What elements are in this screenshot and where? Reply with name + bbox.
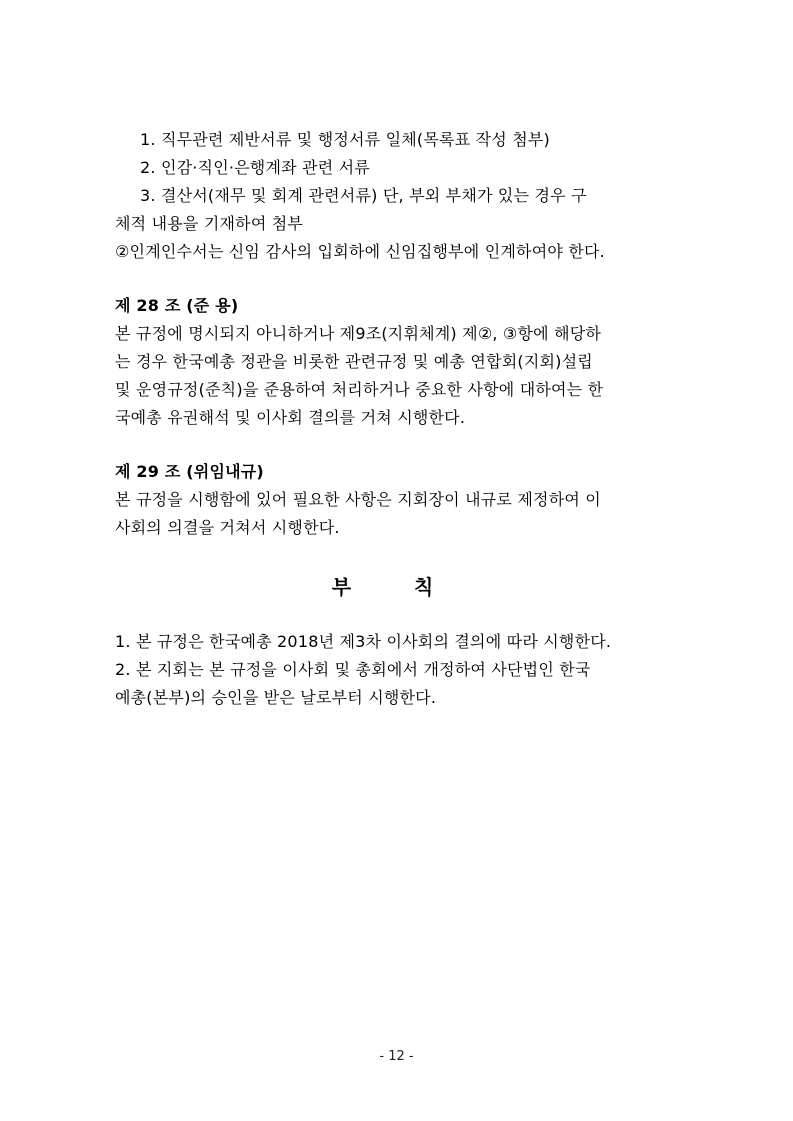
clause-2-paragraph: ②인계인수서는 신임 감사의 입회하에 신임집행부에 인계하여야 한다. [115,242,605,261]
article-28-line: 국예총 유권해석 및 이사회 결의를 거쳐 시행한다. [115,408,466,427]
article-29-heading: 제 29 조 (위임내규) [115,462,264,481]
list-item-3: 3. 결산서(재무 및 회계 관련서류) 단, 부외 부채가 있는 경우 구 [140,186,587,205]
supplementary-item-2: 2. 본 지회는 본 규정을 이사회 및 총회에서 개정하여 사단법인 한국 [115,660,591,679]
supplementary-title: 부 칙 [331,575,462,599]
article-28-line: 및 운영규정(준칙)을 준용하여 처리하거나 중요한 사항에 대하여는 한 [115,380,604,399]
list-item-3-continuation: 체적 내용을 기재하여 첨부 [115,214,304,233]
supplementary-item-2-continuation: 예총(본부)의 승인을 받은 날로부터 시행한다. [115,688,437,707]
supplementary-item-1: 1. 본 규정은 한국예총 2018년 제3차 이사회의 결의에 따라 시행한다. [115,632,612,651]
article-28-heading: 제 28 조 (준 용) [115,296,239,315]
article-29-line: 본 규정을 시행함에 있어 필요한 사항은 지회장이 내규로 제정하여 이 [115,490,601,509]
article-29-line: 사회의 의결을 거쳐서 시행한다. [115,518,340,537]
list-item-2: 2. 인감·직인·은행계좌 관련 서류 [140,158,370,177]
article-28-line: 본 규정에 명시되지 아니하거나 제9조(지휘체계) 제②, ③항에 해당하 [115,324,602,343]
list-item-1: 1. 직무관련 제반서류 및 행정서류 일체(목록표 작성 첨부) [140,130,550,149]
article-28-line: 는 경우 한국예총 정관을 비롯한 관련규정 및 예총 연합회(지회)설립 [115,352,593,371]
page-number: - 12 - [379,1049,414,1064]
